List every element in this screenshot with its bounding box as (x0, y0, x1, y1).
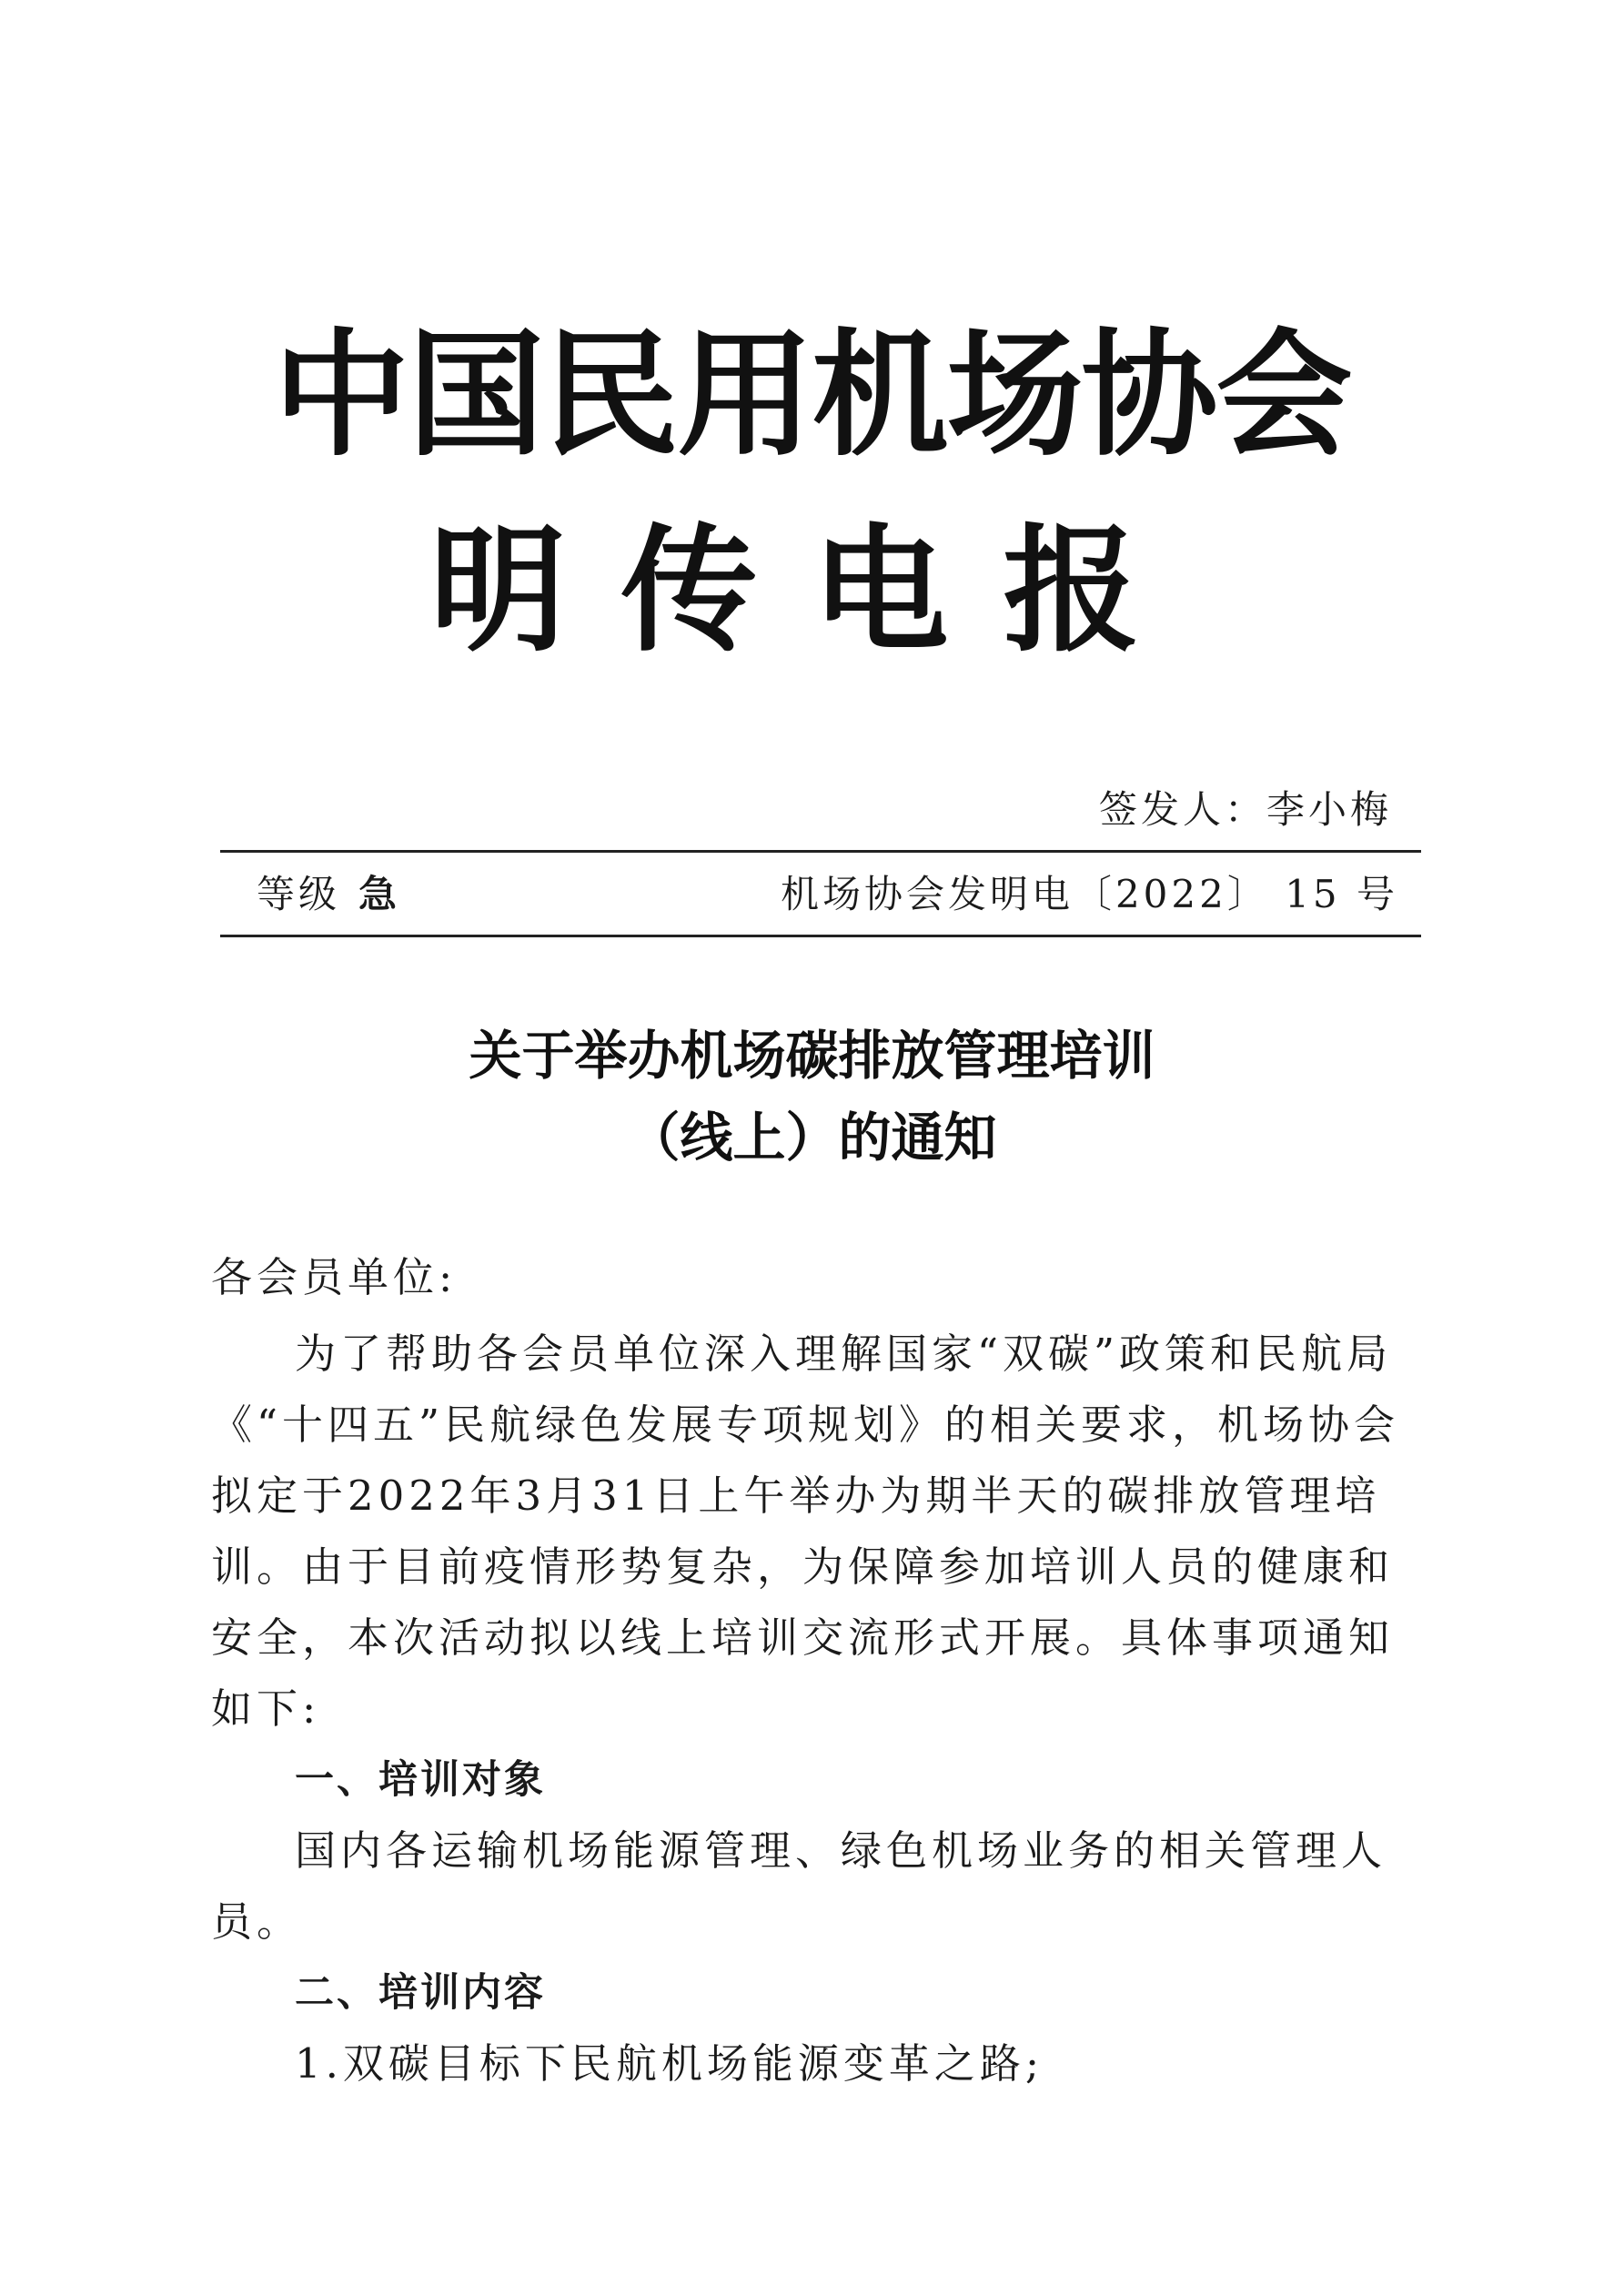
notice-title-line-1: 关于举办机场碳排放管理培训 (469, 1025, 1155, 1087)
salutation: 各会员单位: (211, 1253, 458, 1301)
urgency-grade (257, 865, 400, 919)
header-bottom-rule (220, 935, 1421, 937)
header-top-rule (220, 850, 1421, 853)
notice-title (0, 1015, 1624, 1178)
document-number: 机场协会发明电〔2022〕 15 号 (780, 872, 1398, 916)
grade-label: 等级 (257, 872, 341, 916)
section-heading-1: 一、培训对象 (295, 1757, 546, 1803)
document-type: 明传电报 (429, 512, 1195, 671)
document-meta-row (257, 860, 1398, 924)
grade-value: 急 (358, 872, 401, 916)
notice-body (211, 1242, 1421, 2099)
section-heading-2: 二、培训内容 (295, 1970, 546, 2016)
signer-line: 签发人：李小梅 (1098, 787, 1392, 832)
notice-title-line-2: （线上）的通知 (627, 1107, 997, 1168)
section-2-item-1: 1.双碳目标下民航机场能源变革之路; (295, 2039, 1044, 2088)
organization-name: 中国民用机场协会 (273, 317, 1351, 475)
intro-paragraph: 为了帮助各会员单位深入理解国家“双碳”政策和民航局《“十四五”民航绿色发展专项规划》的相关要求，机场协会拟定于2022年3月31日上午举办为期半天的碳排放管理培训。由于目前疫情形势复杂，为保障参加培训人员的健康和安全，本次活动拟以线上培训交流形式开展。具体事项通知如下: (211, 1330, 1400, 1733)
section-1-text: 国内各运输机场能源管理、绿色机场业务的相关管理人员。 (211, 1826, 1387, 1946)
